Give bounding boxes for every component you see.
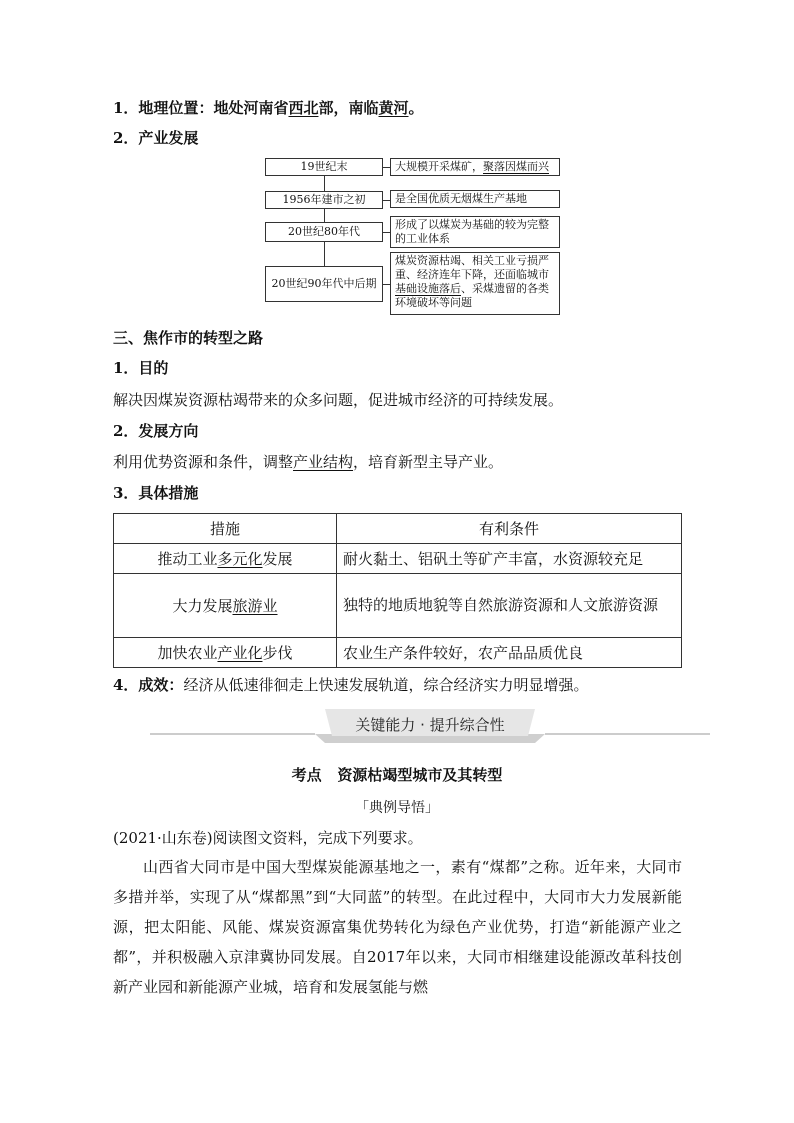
table-cell-condition: 农业生产条件较好，农产品品质优良	[337, 638, 682, 668]
flowchart-period: 20世纪80年代	[265, 222, 383, 242]
flowchart-desc	[390, 158, 560, 176]
flowchart-period: 19世纪末	[265, 158, 383, 176]
table-header: 有利条件	[337, 514, 682, 544]
table-cell-measure	[114, 638, 337, 668]
direction-label: 2．发展方向	[113, 422, 199, 440]
flowchart-desc	[390, 190, 560, 208]
flowchart-period: 1956年建市之初	[265, 191, 383, 209]
table-cell-measure	[114, 574, 337, 638]
location-text: 地处河南省	[213, 99, 289, 117]
location-label: 1．地理位置：	[113, 99, 214, 117]
measure-answer: 产业化	[217, 644, 263, 662]
result-label: 4．成效：	[113, 676, 184, 694]
flowchart-desc	[390, 216, 560, 248]
result-line	[113, 675, 588, 695]
flowchart-period: 20世纪90年代中后期	[265, 266, 383, 302]
location-line	[113, 98, 424, 118]
section-heading: 三、焦作市的转型之路	[113, 329, 264, 347]
banner-text: 关键能力 · 提升综合性	[355, 716, 505, 734]
measure-text: 推动工业	[157, 550, 218, 568]
flowchart-arrow	[383, 167, 390, 168]
flowchart-desc-text: 是全国优质无烟煤生产基地	[395, 192, 527, 205]
flowchart-desc-text: 形成了以煤炭为基础的较为完整的工业体系	[395, 218, 549, 245]
table-cell-condition: 独特的地质地貌等自然旅游资源和人文旅游资源	[337, 574, 682, 638]
kaodian-title	[0, 764, 794, 785]
location-text: 部，南临	[318, 99, 379, 117]
measure-text: 加快农业	[157, 644, 218, 662]
table-header-row	[114, 514, 682, 544]
purpose-label: 1．目的	[113, 359, 169, 377]
direction-text: 利用优势资源和条件，调整	[113, 453, 294, 471]
industry-heading: 2．产业发展	[113, 129, 199, 147]
kaodian-label: 考点	[291, 766, 322, 784]
table-row	[114, 544, 682, 574]
measure-text: 发展	[262, 550, 293, 568]
flowchart-desc-text: 、采煤遗留的各类环境破坏等问题	[395, 282, 549, 309]
result-text: 经济从低速徘徊走上快速发展轨道，综合经济实力明显增强。	[183, 676, 589, 694]
section-banner	[150, 703, 710, 745]
direction-line	[113, 452, 503, 472]
exam-source: (2021·山东卷)阅读图文资料，完成下列要求。	[113, 829, 423, 847]
passage-paragraph: 山西省大同市是中国大型煤炭能源基地之一，素有“煤都”之称。近年来，大同市多措并举，实现了从“煤都黑”到“大同蓝”的转型。在此过程中，大同市大力发展新能源，把太阳能、风能、煤炭资源富集优势转化为绿色产业优势，打造“新能源产业之都”，并积极融入京津冀协同发展。自2017年以来，大同市相继建设能源改革科技创新产业园和新能源产业城，培育和发展氢能与燃	[113, 858, 682, 996]
measure-text: 大力发展	[172, 597, 233, 615]
purpose-text: 解决因煤炭资源枯竭带来的众多问题，促进城市经济的可持续发展。	[113, 391, 564, 409]
measures-label: 3．具体措施	[113, 484, 199, 502]
flowchart-arrow	[383, 200, 390, 201]
measure-text: 步伐	[262, 644, 293, 662]
flowchart-desc-text: 煤炭资源枯竭、相关工业亏损严重、经济连年下降，还面临城市	[395, 254, 549, 281]
example-tag: 「典例导悟」	[355, 800, 439, 816]
flowchart-desc-text: 大规模开采煤矿，	[395, 160, 483, 173]
flowchart-arrow	[383, 232, 390, 233]
table-row	[114, 574, 682, 638]
flowchart-connector	[324, 174, 325, 266]
kaodian-text: 资源枯竭型城市及其转型	[337, 766, 503, 784]
location-answer-northwest: 西北	[288, 99, 319, 117]
table-cell-condition: 耐火黏土、铝矾土等矿产丰富，水资源较充足	[337, 544, 682, 574]
location-answer-river: 黄河	[378, 99, 409, 117]
flowchart-arrow	[383, 284, 390, 285]
direction-text: ，培育新型主导产业。	[353, 453, 504, 471]
flowchart-desc-answer: 聚落因煤而兴	[483, 160, 549, 173]
measure-answer: 多元化	[217, 550, 263, 568]
table-header: 措施	[114, 514, 337, 544]
direction-answer: 产业结构	[293, 453, 354, 471]
measure-answer: 旅游业	[232, 597, 278, 615]
table-row	[114, 638, 682, 668]
flowchart-desc	[390, 252, 560, 315]
measures-table	[113, 513, 682, 668]
flowchart-desc-answer: 基础设施落后	[395, 282, 461, 295]
table-cell-measure	[114, 544, 337, 574]
location-text: 。	[408, 99, 424, 117]
